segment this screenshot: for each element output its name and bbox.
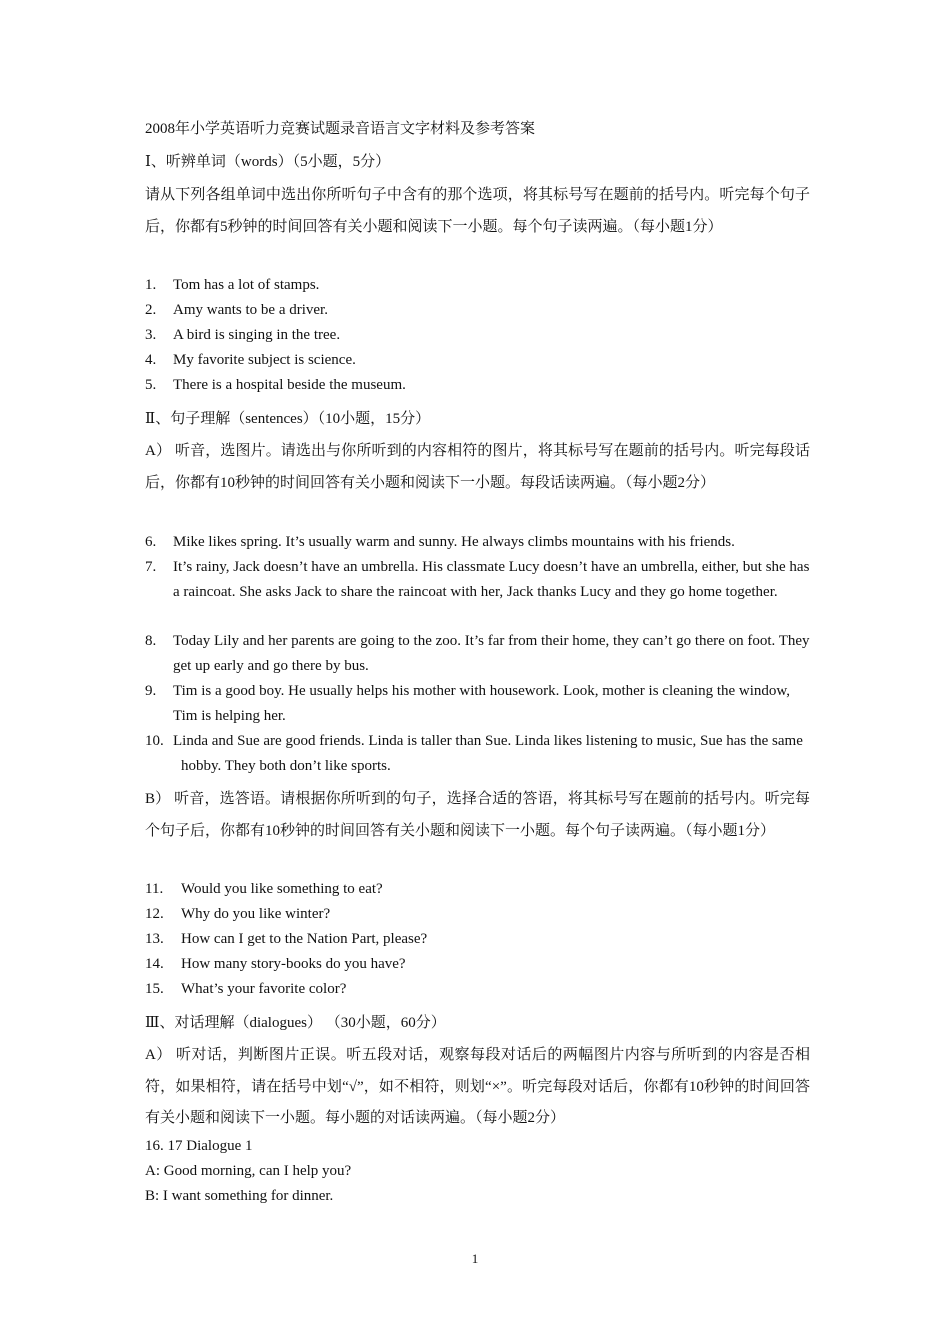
section1-instructions: 请从下列各组单词中选出你所听句子中含有的那个选项，将其标号写在题前的括号内。听完每个句子后，你都有5秒钟的时间回答有关小题和阅读下一小题。每个句子读两遍。（每小题1分） — [145, 187, 810, 235]
list-item: 4. My favorite subject is science. — [145, 352, 356, 368]
list-item: 11. Would you like something to eat? — [145, 881, 383, 897]
list-item: 3. A bird is singing in the tree. — [145, 327, 341, 343]
list-item: 14. How many story-books do you have? — [145, 956, 406, 972]
list-item: 7. It’s rainy, Jack doesn’t have an umbrella. His classmate Lucy doesn’t have an umbrella, either, but she has a raincoat. She asks Jack to share the raincoat with her, Jack thanks Lucy and they go home together. — [145, 559, 810, 600]
list-item: 9. Tim is a good boy. He usually helps his mother with housework. Look, mother is cleaning the window, Tim is helping her. — [145, 683, 791, 724]
section2-partB-instructions: B） 听音，选答语。请根据你所听到的句子，选择合适的答语，将其标号写在题前的括号内。听完每个句子后，你都有10秒钟的时间回答有关小题和阅读下一小题。每个句子读两遍。（每小题1分） — [145, 791, 810, 839]
section2-heading: Ⅱ、句子理解（sentences）（10小题，15分） — [145, 411, 431, 427]
list-item: 6. Mike likes spring. It’s usually warm and sunny. He always climbs mountains with his friends. — [145, 534, 735, 550]
list-item: 5. There is a hospital beside the museum. — [145, 377, 406, 393]
document-title: 2008年小学英语听力竞赛试题录音语言文字材料及参考答案 — [145, 121, 536, 137]
dialogue-line: A: Good morning, can I help you? — [145, 1163, 352, 1179]
page-number: 1 — [471, 1251, 479, 1266]
section1-heading: Ⅰ、听辨单词（words）（5小题，5分） — [145, 154, 391, 170]
section2-partA-instructions: A） 听音，选图片。请选出与你所听到的内容相符的图片，将其标号写在题前的括号内。听完每段话后，你都有10秒钟的时间回答有关小题和阅读下一小题。每段话读两遍。（每小题2分） — [145, 443, 810, 491]
list-item: 1. Tom has a lot of stamps. — [145, 277, 320, 293]
list-item: 13. How can I get to the Nation Part, please? — [145, 931, 428, 947]
section3-heading: Ⅲ、对话理解（dialogues） （30小题，60分） — [145, 1015, 446, 1031]
list-item: 8. Today Lily and her parents are going to the zoo. It’s far from their home, they can’t go there on foot. They get up early and go there by bus. — [145, 633, 810, 674]
list-item: 15. What’s your favorite color? — [145, 981, 347, 997]
section3-partA-instructions: A） 听对话，判断图片正误。听五段对话，观察每段对话后的两幅图片内容与所听到的内容是否相符，如果相符，请在括号中划“√”，如不相符，则划“×”。听完每段对话后，你都有10秒钟的时间回答有关小题和阅读下一小题。每小题的对话读两遍。（每小题2分） — [145, 1047, 810, 1126]
dialogue-label: 16. 17 Dialogue 1 — [145, 1138, 253, 1154]
dialogue-line: B: I want something for dinner. — [145, 1188, 334, 1204]
list-item: 12. Why do you like winter? — [145, 906, 331, 922]
list-item: 10. Linda and Sue are good friends. Linda is taller than Sue. Linda likes listening to music, Sue has the same hobby. They both don’t like sports. — [145, 733, 803, 774]
list-item: 2. Amy wants to be a driver. — [145, 302, 328, 318]
